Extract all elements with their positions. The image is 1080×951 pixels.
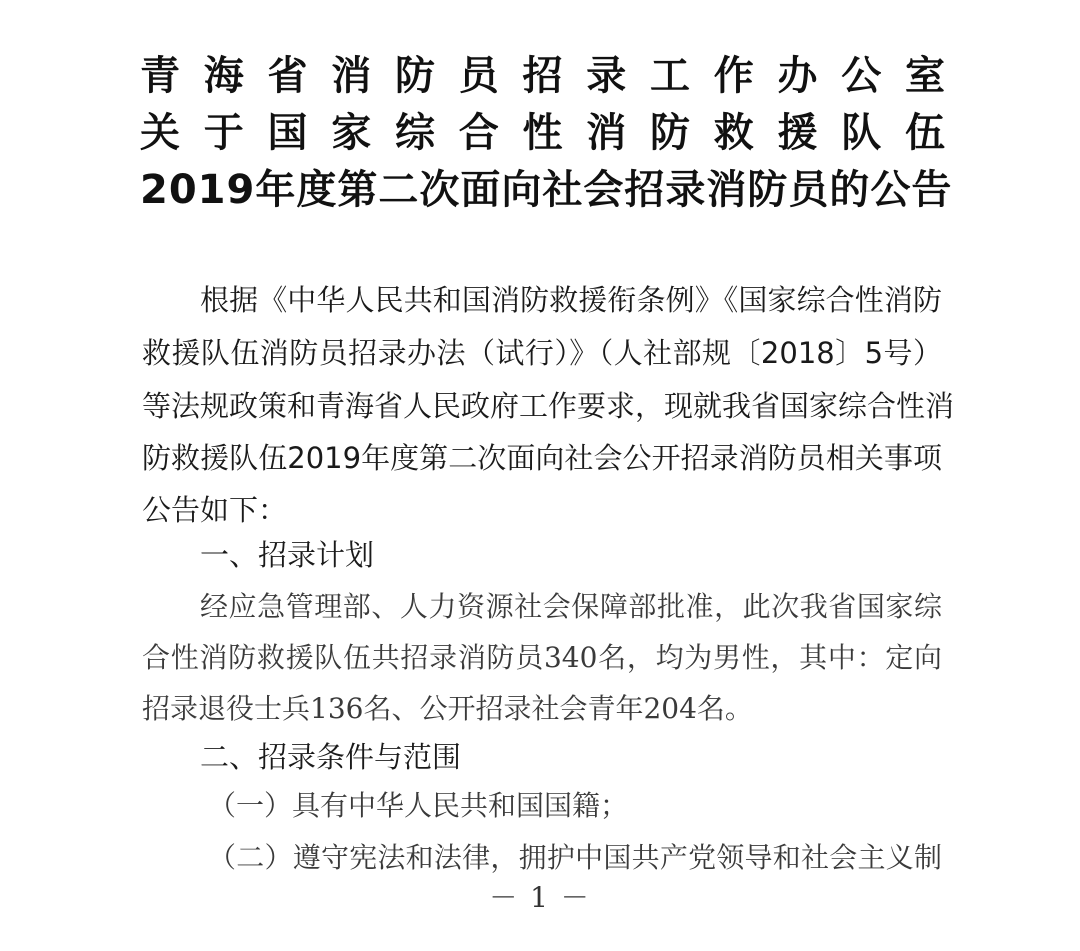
intro-line-2: 救援队伍消防员招录办法（试行）》（人社部规〔2018〕5号）	[142, 336, 942, 370]
title-line-2: 关于国家综合性消防救援队伍	[140, 110, 945, 156]
section-2-heading: 二、招录条件与范围	[200, 740, 462, 774]
page-number: － 1 －	[489, 881, 591, 914]
title-line-1: 青海省消防员招录工作办公室	[140, 53, 945, 99]
section-1-heading: 一、招录计划	[200, 538, 375, 572]
section-2-item-2: （二）遵守宪法和法律，拥护中国共产党领导和社会主义制	[208, 841, 942, 874]
title-line-3: 2019年度第二次面向社会招录消防员的公告	[140, 167, 953, 213]
intro-line-3: 等法规政策和青海省人民政府工作要求，现就我省国家综合性消	[142, 389, 955, 423]
intro-line-5: 公告如下：	[142, 493, 288, 527]
section-1-line-2: 合性消防救援队伍共招录消防员340名，均为男性，其中：定向	[142, 641, 942, 674]
section-2-item-1: （一）具有中华人民共和国国籍；	[208, 789, 629, 822]
intro-line-4: 防救援队伍2019年度第二次面向社会公开招录消防员相关事项	[142, 441, 942, 475]
section-1-line-1: 经应急管理部、人力资源社会保障部批准，此次我省国家综	[200, 590, 942, 623]
section-1-line-3: 招录退役士兵136名、公开招录社会青年204名。	[142, 692, 753, 725]
intro-line-1: 根据《中华人民共和国消防救援衔条例》《国家综合性消防	[200, 283, 942, 317]
